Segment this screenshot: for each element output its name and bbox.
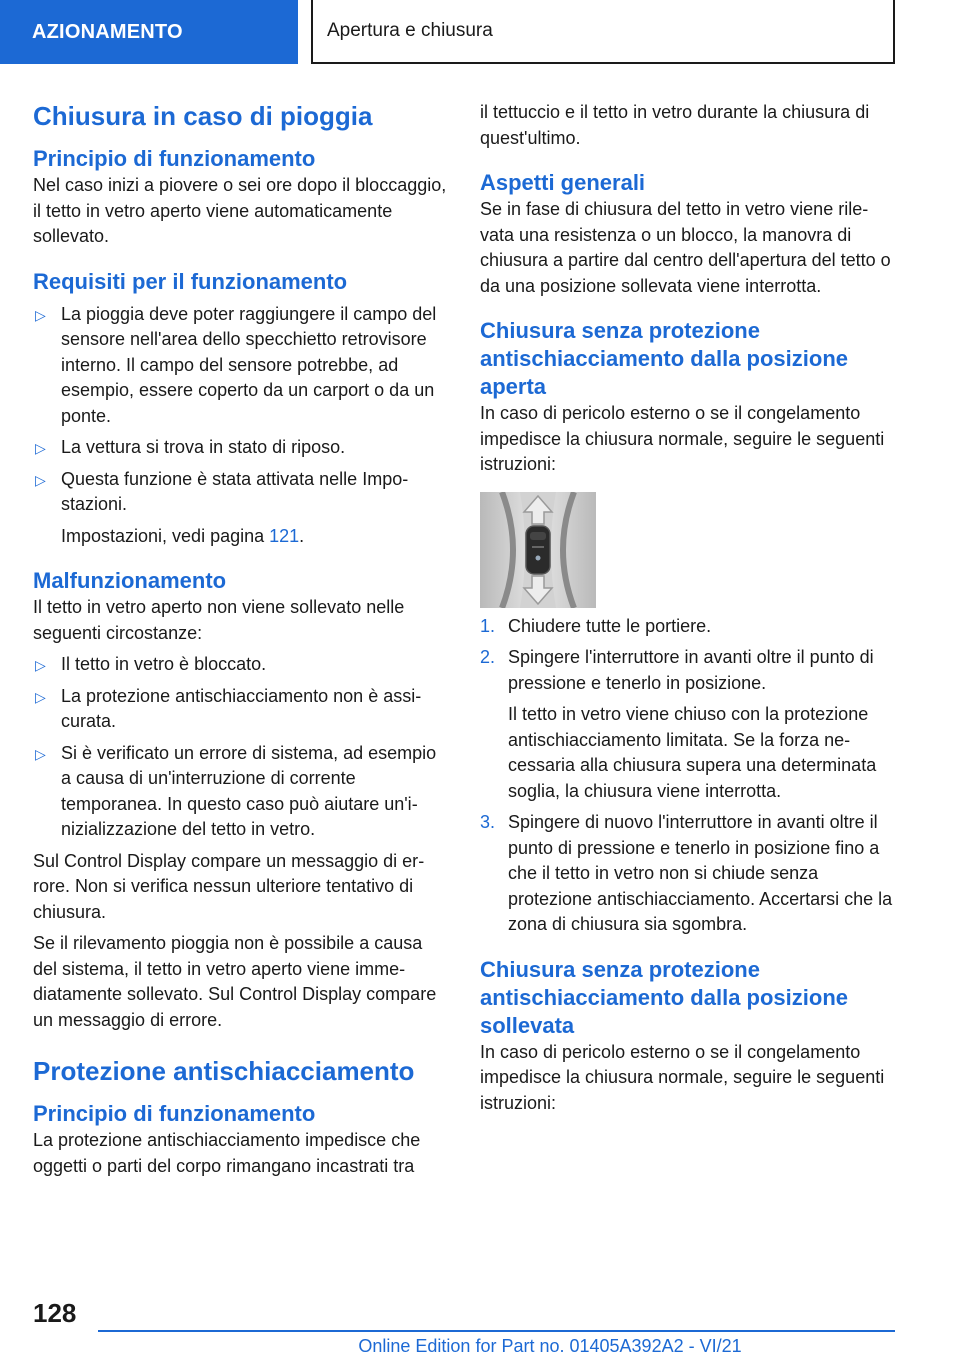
left-column: [33, 100, 448, 1179]
bullet-triangle-icon: ▷: [35, 657, 46, 673]
paragraph-close-from-open: In caso di pericolo esterno o se il congelamento impedisce la chiusura normale, seguire le seguenti istruzioni:: [480, 403, 885, 474]
heading-requirements: Requisiti per il funzionamento: [33, 268, 348, 294]
list-item: ▷ La pioggia deve poter raggiungere il campo del sensore nell'area dello specchietto retrovisore interno. Il campo del sensore potrebbe, ad esempio, essere coperto da un carport o da un ponte.: [35, 303, 437, 426]
list-item: 2. Spingere l'interruttore in avanti oltre il punto di pressione e tenerlo in posizione. Il tetto in vetro viene chiuso con la protezione antischiacciamento limitata. Se la forza necessaria alla chiusura supera una determinata soglia, la chiusura viene interrotta.: [480, 645, 895, 804]
list-item: ▷ Questa funzione è stata attivata nelle Impostazioni. Impostazioni, vedi pagina 121.: [33, 467, 448, 550]
paragraph-continuation: il tettuccio e il tetto in vetro durante la chiusura di quest'ultimo.: [480, 102, 870, 148]
step-number: 1.: [480, 615, 496, 636]
bullet-triangle-icon: ▷: [35, 471, 46, 488]
paragraph-principle: Nel caso inizi a piovere o sei ore dopo il bloccaggio, il tetto in vetro aperto viene automaticamente sollevato.: [33, 175, 447, 246]
edition-info: Online Edition for Part no. 01405A392A2 - VI/21: [358, 1336, 742, 1356]
chapter-title: Apertura e chiusura: [311, 0, 895, 64]
list-item: ▷ La vettura si trova in stato di riposo.: [33, 435, 448, 461]
paragraph-display-message-2: Se il rilevamento pioggia non è possibile a causa del sistema, il tetto in vetro aperto viene immediatamente sollevato. Sul Control Display compare un messaggio di errore.: [33, 933, 437, 1030]
list-item: ▷ Il tetto in vetro è bloccato.: [33, 652, 448, 678]
heading-pinch-protection: Protezione antischiacciamento: [33, 1056, 415, 1086]
roof-switch-illustration: [480, 492, 596, 608]
paragraph-display-message: Sul Control Display compare un messaggio di errore. Non si verifica nessun ulteriore tentativo di chiusura.: [33, 850, 425, 922]
step-number: 2.: [480, 647, 496, 667]
list-item: ▷ Si è verificato un errore di sistema, ad esempio a causa di un'interruzione di corrente temporanea. In questo caso può aiutare un'inizializzazione del tetto in vetro.: [35, 742, 437, 839]
paragraph-general: Se in fase di chiusura del tetto in vetro viene rilevata una resistenza o un blocco, la manovra di chiusura a partire dal centro dell'apertura del tetto o da una posizione sollevata viene interrotta.: [480, 199, 891, 296]
heading-close-from-raised: Chiusura senza protezione antischiacciamento dalla posizione sollevata: [480, 956, 848, 1038]
step-2-note: Il tetto in vetro viene chiuso con la protezione antischiacciamento limitata. Se la forza necessaria alla chiusura supera una determinata soglia, la chiusura viene interrotta.: [508, 704, 877, 801]
heading-general: Aspetti generali: [480, 170, 646, 195]
step-number: 3.: [480, 812, 496, 832]
list-item: 3. Spingere di nuovo l'interruttore in avanti oltre il punto di pressione e tenerlo in posizione fino a che il tetto in vetro non si chiude senza protezione antischiacciamento. Accertarsi che la zona di chiusura sia sgombra.: [480, 812, 893, 934]
malfunction-list: [33, 652, 448, 843]
heading-malfunction: Malfunzionamento: [33, 568, 227, 593]
heading-rain-closing: Chiusura in caso di pioggia: [33, 101, 373, 131]
heading-pinch-principle: Principio di funzionamento: [33, 1101, 316, 1126]
list-item: 1. Chiudere tutte le portiere.: [480, 614, 895, 640]
heading-close-from-open: Chiusura senza protezione antischiacciamento dalla posizione aperta: [480, 318, 848, 399]
footer-divider: [98, 1330, 895, 1332]
bullet-triangle-icon: ▷: [35, 688, 46, 705]
bullet-triangle-icon: ▷: [35, 745, 46, 762]
paragraph-pinch-principle: La protezione antischiacciamento impedisce che oggetti o parti del corpo rimangano incastrati tra: [33, 1130, 421, 1176]
section-tab: AZIONAMENTO: [0, 0, 298, 64]
bullet-triangle-icon: ▷: [35, 440, 46, 456]
list-item: ▷ La protezione antischiacciamento non è assicurata.: [35, 685, 422, 731]
requirements-list: [33, 302, 448, 550]
paragraph-malfunction: Il tetto in vetro aperto non viene sollevato nelle seguenti circostanze:: [33, 597, 405, 643]
page-link-121[interactable]: 121: [269, 525, 300, 546]
roof-switch-image: [480, 492, 596, 608]
page-number: 128: [33, 1298, 77, 1328]
bullet-triangle-icon: ▷: [35, 306, 46, 323]
paragraph-close-from-raised: In caso di pericolo esterno o se il congelamento impedisce la chiusura normale, seguire le seguenti istruzioni:: [480, 1041, 885, 1113]
settings-reference: Impostazioni, vedi pagina 121.: [61, 525, 305, 546]
steps-list: [480, 614, 895, 938]
heading-principle: Principio di funzionamento: [33, 146, 316, 171]
right-column: [480, 100, 895, 1116]
